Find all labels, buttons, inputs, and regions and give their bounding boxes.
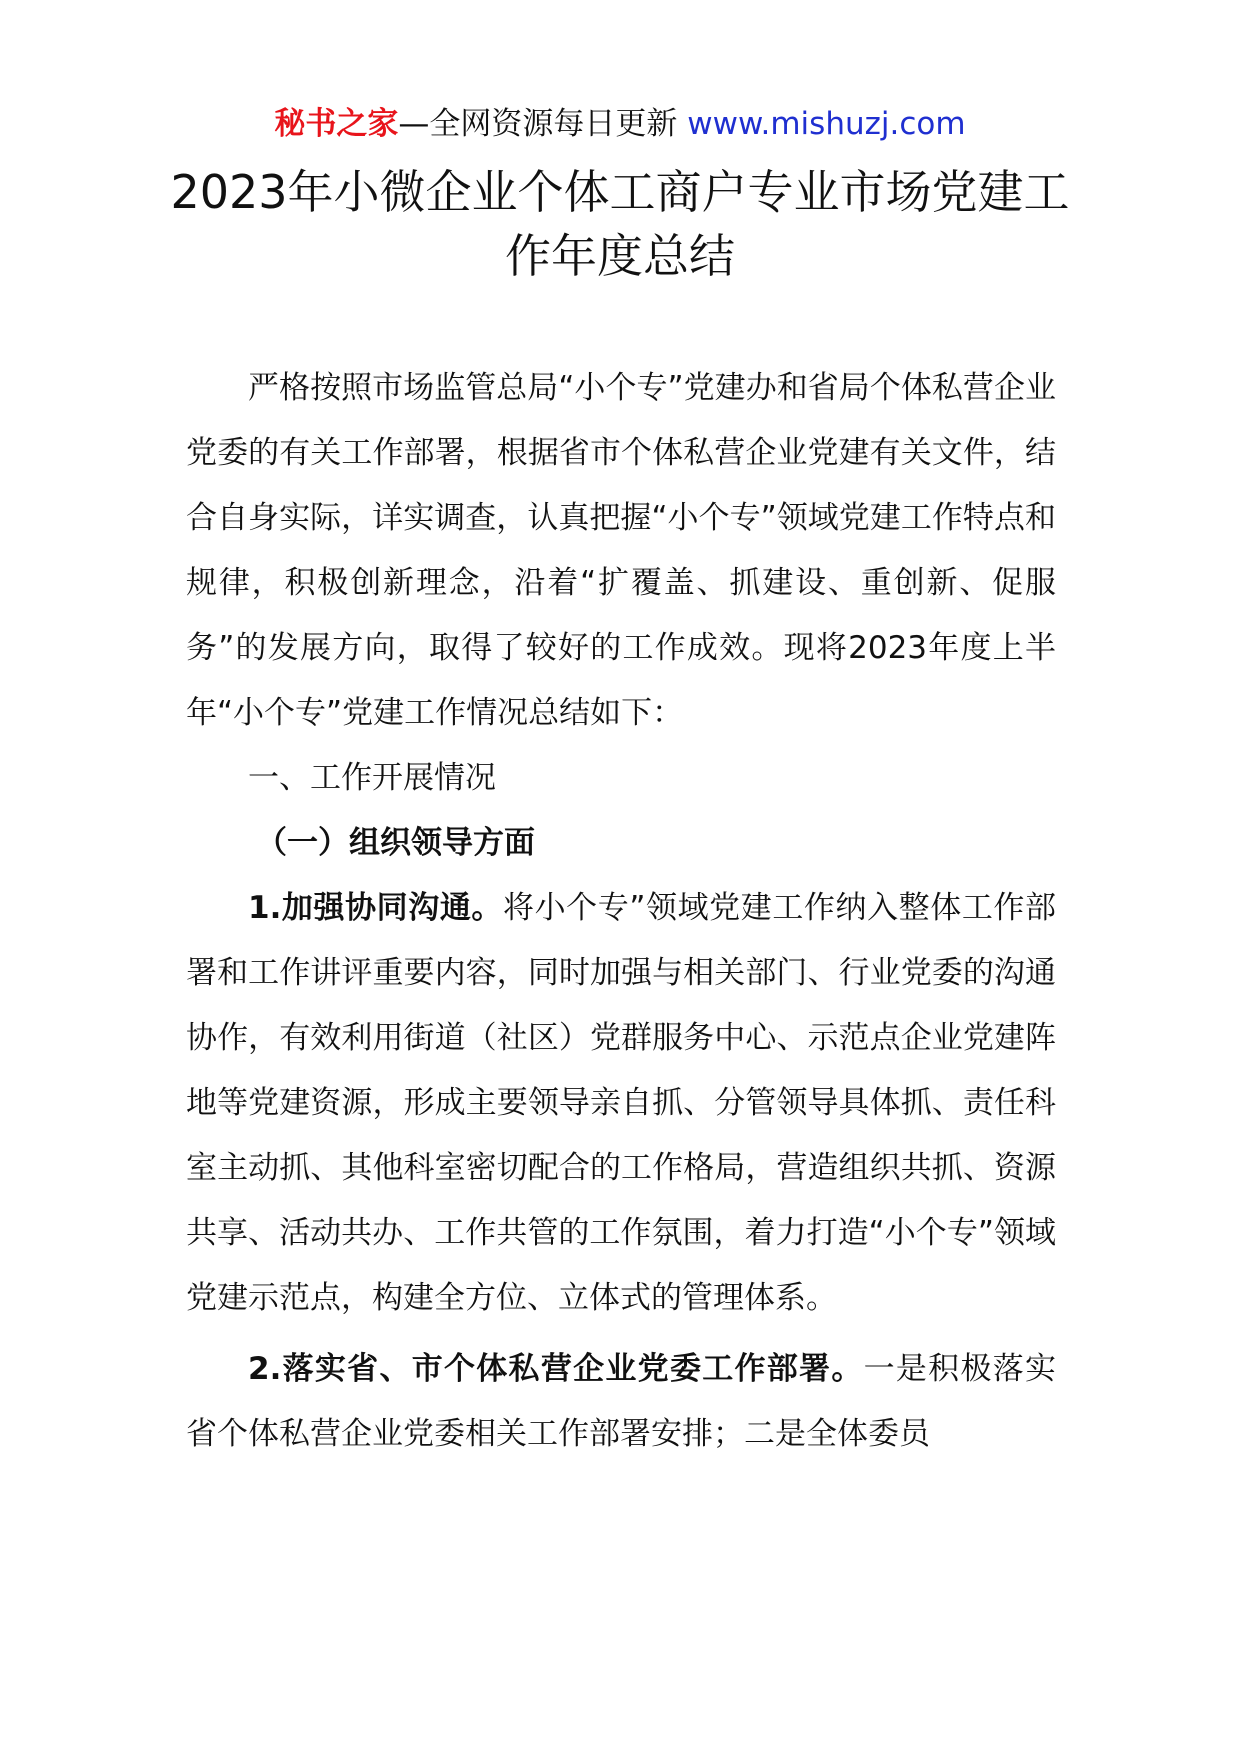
item-2-paragraph bbox=[186, 1337, 1056, 1467]
item-1-text: 将小个专”领域党建工作纳入整体工作部署和工作讲评重要内容，同时加强与相关部门、行业党委的沟通协作，有效利用街道（社区）党群服务中心、示范点企业党建阵地等党建资源，形成主要领导亲自抓、分管领导具体抓、责任科室主动抓、其他科室密切配合的工作格局，营造组织共抓、资源共享、活动共办、工作共管的工作氛围，着力打造“小个专”领域党建示范点，构建全方位、立体式的管理体系。 bbox=[186, 890, 1056, 1316]
item-2-text: 一是积极落实省个体私营企业党委相关工作部署安排；二是全体委员 bbox=[186, 1351, 1056, 1452]
banner-brand: 秘书之家 bbox=[274, 106, 399, 142]
item-1-lead: 1.加强协同沟通。 bbox=[248, 890, 504, 926]
item-1-paragraph bbox=[186, 876, 1056, 1331]
subsection-heading-1: （一）组织领导方面 bbox=[256, 825, 535, 861]
item-2-lead: 2.落实省、市个体私营企业党委工作部署。 bbox=[248, 1351, 864, 1387]
document-body bbox=[186, 356, 1056, 1467]
section-heading-1: 一、工作开展情况 bbox=[248, 760, 496, 796]
banner-slogan: —全网资源每日更新 bbox=[398, 106, 678, 142]
intro-paragraph: 严格按照市场监管总局“小个专”党建办和省局个体私营企业党委的有关工作部署，根据省市个体私营企业党建有关文件，结合自身实际，详实调查，认真把握“小个专”领域党建工作特点和规律，积极创新理念，沿着“扩覆盖、抓建设、重创新、促服务”的发展方向，取得了较好的工作成效。现将2023年度上半年“小个专”党建工作情况总结如下： bbox=[186, 370, 1056, 731]
site-banner bbox=[0, 104, 1240, 144]
banner-url-link[interactable]: www.mishuzj.com bbox=[687, 106, 966, 142]
document-title: 2023年小微企业个体工商户专业市场党建工作年度总结 bbox=[170, 165, 1070, 283]
